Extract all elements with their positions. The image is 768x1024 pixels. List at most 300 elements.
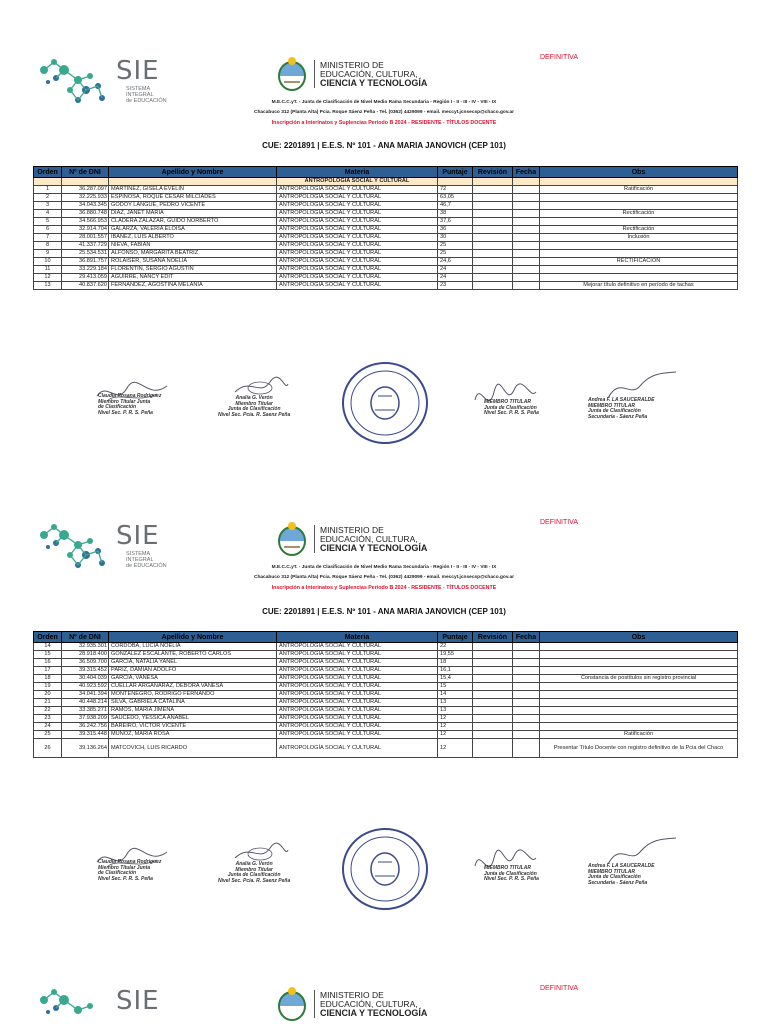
- cell-orden: 6: [34, 226, 62, 234]
- cell-puntaje: 25: [438, 242, 473, 250]
- cell-nombre: GALARZA, VALERIA ELOISA: [109, 226, 277, 234]
- cell-materia: ANTROPOLOGÍA SOCIAL Y CULTURAL: [277, 731, 438, 739]
- cell-obs: [540, 715, 738, 723]
- cell-fecha: [513, 723, 540, 731]
- cell-obs: [540, 242, 738, 250]
- cell-orden: 11: [34, 266, 62, 274]
- cell-puntaje: 22: [438, 643, 473, 651]
- signer-1-name: Claudia Rosana Rodriguez Miembro Titular Junta de Clasificación Nivel Sec. P. R. S. Peña: [98, 393, 162, 416]
- cell-puntaje: 12: [438, 731, 473, 739]
- cell-materia: ANTROPOLOGÍA SOCIAL Y CULTURAL: [277, 266, 438, 274]
- cell-puntaje: 38: [438, 210, 473, 218]
- cell-nombre: MARTINEZ, GISELA EVELIN: [109, 186, 277, 194]
- cell-materia: ANTROPOLOGÍA SOCIAL Y CULTURAL: [277, 699, 438, 707]
- cell-dni: 30.404.039: [62, 675, 109, 683]
- sie-subtitle: SISTEMA INTEGRAL de EDUCACIÓN: [126, 86, 167, 104]
- cell-obs: Constancia de postítulos sin registro provincial: [540, 675, 738, 683]
- cell-revision: [473, 683, 513, 691]
- cell-dni: 36.891.757: [62, 258, 109, 266]
- cell-nombre: ROLAISER, SUSANA NOELIA: [109, 258, 277, 266]
- col-revision: Revisión: [473, 167, 513, 178]
- table-header-row: [34, 167, 738, 178]
- cell-dni: 36.509.700: [62, 659, 109, 667]
- table-row: [34, 723, 738, 731]
- cell-nombre: GARCIA, NATALIA YANEL: [109, 659, 277, 667]
- cell-dni: 37.938.209: [62, 715, 109, 723]
- section-label: ANTROPOLOGÍA SOCIAL Y CULTURAL: [277, 178, 438, 186]
- cell-fecha: [513, 274, 540, 282]
- header-address-line: Chacabuco 312 (Planta Alta) Pcia. Roque Sáenz Peña - Tel. (0362) 4429099 - email. meccyt.jcnsecsp@chaco.gov.ar: [254, 575, 514, 580]
- cell-materia: ANTROPOLOGÍA SOCIAL Y CULTURAL: [277, 659, 438, 667]
- cell-dni: 32.935.301: [62, 643, 109, 651]
- cell-revision: [473, 667, 513, 675]
- table-row: [34, 651, 738, 659]
- ministry-logo: [274, 521, 454, 561]
- cell-obs: [540, 274, 738, 282]
- cell-puntaje: 16,1: [438, 667, 473, 675]
- cell-revision: [473, 723, 513, 731]
- col-nombre: Apellido y Nombre: [109, 632, 277, 643]
- cell-dni: 39.315.448: [62, 731, 109, 739]
- cell-obs: [540, 707, 738, 715]
- cell-obs: Ratificación: [540, 186, 738, 194]
- table-row: [34, 667, 738, 675]
- cell-orden: 15: [34, 651, 62, 659]
- cell-dni: 34.043.345: [62, 202, 109, 210]
- cell-orden: 8: [34, 242, 62, 250]
- cell-obs: [540, 218, 738, 226]
- cell-dni: 32.914.704: [62, 226, 109, 234]
- sie-subtitle: SISTEMA INTEGRAL de EDUCACIÓN: [126, 551, 167, 569]
- cell-puntaje: 12: [438, 739, 473, 758]
- header-junta-line: M.E.C.C.yT. - Junta de Clasificación de Nivel Medio Rama Secundaria - Región I - II - III - IV - VIII - IX: [271, 100, 497, 105]
- cell-puntaje: 36: [438, 226, 473, 234]
- cell-revision: [473, 250, 513, 258]
- table-row: [34, 218, 738, 226]
- cell-nombre: GONZALEZ ESCALANTE, ROBERTO CARLOS: [109, 651, 277, 659]
- cell-puntaje: 12: [438, 715, 473, 723]
- cell-obs: [540, 683, 738, 691]
- cell-fecha: [513, 234, 540, 242]
- ministry-divider: [314, 60, 315, 88]
- cell-puntaje: 13: [438, 699, 473, 707]
- table-row: [34, 234, 738, 242]
- table-row: [34, 194, 738, 202]
- cell-materia: ANTROPOLOGÍA SOCIAL Y CULTURAL: [277, 707, 438, 715]
- cell-materia: ANTROPOLOGÍA SOCIAL Y CULTURAL: [277, 258, 438, 266]
- cell-dni: 29.413.059: [62, 274, 109, 282]
- cell-revision: [473, 218, 513, 226]
- cell-dni: 41.337.729: [62, 242, 109, 250]
- cell-nombre: FLORENTIN, SERGIO AGUSTIN: [109, 266, 277, 274]
- cell-materia: ANTROPOLOGÍA SOCIAL Y CULTURAL: [277, 250, 438, 258]
- cell-orden: 3: [34, 202, 62, 210]
- cue-title: CUE: 2201891 | E.E.S. Nº 101 - ANA MARIA JANOVICH (CEP 101): [262, 607, 506, 616]
- table-row: [34, 282, 738, 290]
- cell-orden: 23: [34, 715, 62, 723]
- col-orden: Orden: [34, 632, 62, 643]
- cell-fecha: [513, 218, 540, 226]
- cell-orden: 14: [34, 643, 62, 651]
- cell-obs: [540, 643, 738, 651]
- cell-puntaje: 23: [438, 282, 473, 290]
- cell-orden: 20: [34, 691, 62, 699]
- table-row: [34, 731, 738, 739]
- table-row: [34, 210, 738, 218]
- col-puntaje: Puntaje: [438, 632, 473, 643]
- official-seal-icon: [340, 826, 430, 912]
- cell-obs: Inclusión: [540, 234, 738, 242]
- cell-dni: 36.287.097: [62, 186, 109, 194]
- table-row: [34, 258, 738, 266]
- cell-materia: ANTROPOLOGÍA SOCIAL Y CULTURAL: [277, 691, 438, 699]
- cell-materia: ANTROPOLOGÍA SOCIAL Y CULTURAL: [277, 675, 438, 683]
- cell-dni: 39.315.452: [62, 667, 109, 675]
- cell-nombre: AGUIRRE, NANCY EDIT: [109, 274, 277, 282]
- table-row: [34, 242, 738, 250]
- cell-materia: ANTROPOLOGÍA SOCIAL Y CULTURAL: [277, 194, 438, 202]
- table-row: [34, 202, 738, 210]
- cell-materia: ANTROPOLOGÍA SOCIAL Y CULTURAL: [277, 667, 438, 675]
- cell-orden: 4: [34, 210, 62, 218]
- cell-obs: [540, 202, 738, 210]
- cell-puntaje: 37,6: [438, 218, 473, 226]
- definitiva-label: DEFINITIVA: [540, 985, 578, 992]
- cell-revision: [473, 643, 513, 651]
- cell-dni: 40.448.214: [62, 699, 109, 707]
- ministry-logo: [274, 986, 454, 1024]
- ministry-divider: [314, 990, 315, 1018]
- cell-revision: [473, 691, 513, 699]
- cell-fecha: [513, 202, 540, 210]
- cell-revision: [473, 266, 513, 274]
- cell-nombre: DIAZ, JANET MARÍA: [109, 210, 277, 218]
- cell-fecha: [513, 675, 540, 683]
- cell-obs: [540, 667, 738, 675]
- col-fecha: Fecha: [513, 167, 540, 178]
- cell-fecha: [513, 266, 540, 274]
- cell-obs: Ratificación: [540, 731, 738, 739]
- table-row: [34, 707, 738, 715]
- cell-orden: 25: [34, 731, 62, 739]
- results-table-2: [33, 631, 738, 758]
- cell-dni: 33.229.184: [62, 266, 109, 274]
- header-junta-line: M.E.C.C.yT. - Junta de Clasificación de Nivel Medio Rama Secundaria - Región I - II - III - IV - VIII - IX: [271, 565, 497, 570]
- table-row: [34, 675, 738, 683]
- cell-fecha: [513, 258, 540, 266]
- cell-nombre: GODOY LANGUE, PEDRO VICENTE: [109, 202, 277, 210]
- cell-fecha: [513, 667, 540, 675]
- cell-obs: [540, 250, 738, 258]
- ministry-logo: [274, 56, 454, 96]
- cell-orden: 2: [34, 194, 62, 202]
- col-materia: Materia: [277, 632, 438, 643]
- cell-dni: 40.923.592: [62, 683, 109, 691]
- cell-fecha: [513, 659, 540, 667]
- cell-obs: Mejorar título definitivo en período de tachas: [540, 282, 738, 290]
- cell-orden: 16: [34, 659, 62, 667]
- cell-obs: Rectificación: [540, 210, 738, 218]
- sie-title: SIE: [116, 56, 160, 86]
- cell-revision: [473, 739, 513, 758]
- cell-nombre: ALFONSO, MARGARITA BEATRIZ: [109, 250, 277, 258]
- chaco-shield-icon: [274, 986, 310, 1022]
- cell-materia: ANTROPOLOGÍA SOCIAL Y CULTURAL: [277, 218, 438, 226]
- cell-puntaje: 19,55: [438, 651, 473, 659]
- cell-revision: [473, 226, 513, 234]
- cell-puntaje: 15,4: [438, 675, 473, 683]
- table-row: [34, 739, 738, 758]
- signer-3-name: MIEMBRO TITULAR Junta de Clasificación Nivel Sec. P. R. S. Peña: [484, 399, 539, 416]
- table-row: [34, 226, 738, 234]
- cell-fecha: [513, 210, 540, 218]
- cell-nombre: MATCOVICH, LUIS RICARDO: [109, 739, 277, 758]
- signer-2-name: Analía G. Verón Miembro Titular Junta de Clasificación Nivel Sec. Pcia. R. Saenz Peña: [218, 395, 291, 418]
- col-revision: Revisión: [473, 632, 513, 643]
- ministry-name: MINISTERIO DE EDUCACIÓN, CULTURA, CIENCIA Y TECNOLOGÍA: [320, 990, 428, 1018]
- table-row: [34, 659, 738, 667]
- cell-fecha: [513, 643, 540, 651]
- definitiva-label: DEFINITIVA: [540, 519, 578, 526]
- cell-materia: ANTROPOLOGÍA SOCIAL Y CULTURAL: [277, 715, 438, 723]
- cell-orden: 9: [34, 250, 62, 258]
- cell-fecha: [513, 683, 540, 691]
- cell-fecha: [513, 242, 540, 250]
- cell-fecha: [513, 699, 540, 707]
- cell-fecha: [513, 186, 540, 194]
- signer-3-name: MIEMBRO TITULAR Junta de Clasificación Nivel Sec. P. R. S. Peña: [484, 865, 539, 882]
- cell-puntaje: 30: [438, 234, 473, 242]
- cell-nombre: MONTENEGRO, RODRIGO FERNANDO: [109, 691, 277, 699]
- table-row: [34, 699, 738, 707]
- cell-nombre: IBAÑEZ, LUIS ALBERTO: [109, 234, 277, 242]
- cell-materia: ANTROPOLOGÍA SOCIAL Y CULTURAL: [277, 234, 438, 242]
- cue-title: CUE: 2201891 | E.E.S. Nº 101 - ANA MARIA JANOVICH (CEP 101): [262, 141, 506, 150]
- sie-title: SIE: [116, 986, 160, 1016]
- cell-materia: ANTROPOLOGÍA SOCIAL Y CULTURAL: [277, 274, 438, 282]
- cell-obs: [540, 723, 738, 731]
- cell-nombre: GARCIA, VANESA: [109, 675, 277, 683]
- cell-revision: [473, 659, 513, 667]
- cell-fecha: [513, 194, 540, 202]
- cell-nombre: CORDOBA, LUCIA NOELIA: [109, 643, 277, 651]
- col-puntaje: Puntaje: [438, 167, 473, 178]
- cell-nombre: PARIZ, DAMIAN ADOLFO: [109, 667, 277, 675]
- cell-orden: 13: [34, 282, 62, 290]
- cell-revision: [473, 210, 513, 218]
- cell-orden: 22: [34, 707, 62, 715]
- cell-orden: 7: [34, 234, 62, 242]
- cell-dni: 36.242.756: [62, 723, 109, 731]
- cell-orden: 18: [34, 675, 62, 683]
- cell-fecha: [513, 739, 540, 758]
- signer-2-name: Analía G. Verón Miembro Titular Junta de Clasificación Nivel Sec. Pcia. R. Saenz Peña: [218, 861, 291, 884]
- cell-orden: 17: [34, 667, 62, 675]
- cell-fecha: [513, 691, 540, 699]
- cell-materia: ANTROPOLOGÍA SOCIAL Y CULTURAL: [277, 739, 438, 758]
- col-obs: Obs: [540, 167, 738, 178]
- sie-logo: [38, 986, 178, 1024]
- table-row: [34, 274, 738, 282]
- table-header-row: [34, 632, 738, 643]
- cell-orden: 10: [34, 258, 62, 266]
- cell-materia: ANTROPOLOGÍA SOCIAL Y CULTURAL: [277, 210, 438, 218]
- cell-puntaje: 24,6: [438, 258, 473, 266]
- signer-4-name: Andrea F. LA SAUCERALDE MIEMBRO TITULAR Junta de Clasificación Secundaria - Sáenz Peña: [588, 863, 655, 886]
- cell-obs: Presentar Título Docente con registro definitivo de la Pcia del Chaco: [540, 739, 738, 758]
- cell-materia: ANTROPOLOGÍA SOCIAL Y CULTURAL: [277, 651, 438, 659]
- header-inscripcion-line: Inscripción a Interinatos y Suplencias Periodo B 2024 - RESIDENTE - TÍTULOS DOCENTE: [271, 585, 497, 591]
- cell-fecha: [513, 715, 540, 723]
- cell-obs: [540, 659, 738, 667]
- cell-orden: 12: [34, 274, 62, 282]
- cell-puntaje: 25: [438, 250, 473, 258]
- col-dni: Nº de DNI: [62, 167, 109, 178]
- cell-nombre: SILVA, GABRIELA CATALINA: [109, 699, 277, 707]
- cell-obs: [540, 194, 738, 202]
- cell-revision: [473, 242, 513, 250]
- sie-logo: [38, 56, 178, 116]
- ministry-divider: [314, 525, 315, 553]
- cell-obs: [540, 691, 738, 699]
- cell-revision: [473, 651, 513, 659]
- cell-materia: ANTROPOLOGÍA SOCIAL Y CULTURAL: [277, 242, 438, 250]
- cell-puntaje: 15: [438, 683, 473, 691]
- cell-revision: [473, 194, 513, 202]
- sie-title: SIE: [116, 521, 160, 551]
- cell-materia: ANTROPOLOGÍA SOCIAL Y CULTURAL: [277, 202, 438, 210]
- cell-obs: [540, 699, 738, 707]
- table-row: [34, 266, 738, 274]
- cell-revision: [473, 202, 513, 210]
- cell-revision: [473, 715, 513, 723]
- cell-dni: 39.136.264: [62, 739, 109, 758]
- table-row: [34, 250, 738, 258]
- cell-revision: [473, 699, 513, 707]
- cell-revision: [473, 186, 513, 194]
- ministry-name: MINISTERIO DE EDUCACIÓN, CULTURA, CIENCIA Y TECNOLOGÍA: [320, 60, 428, 88]
- cell-fecha: [513, 731, 540, 739]
- ministry-name: MINISTERIO DE EDUCACIÓN, CULTURA, CIENCIA Y TECNOLOGÍA: [320, 525, 428, 553]
- cell-fecha: [513, 282, 540, 290]
- chaco-shield-icon: [274, 56, 310, 92]
- cell-nombre: CLADERA ZALAZAR, GUIDO NORBERTO: [109, 218, 277, 226]
- cell-puntaje: 13: [438, 707, 473, 715]
- sie-network-icon: [38, 56, 114, 106]
- cell-nombre: SAUCEDO, YESSICA ANABEL: [109, 715, 277, 723]
- cell-revision: [473, 707, 513, 715]
- cell-materia: ANTROPOLOGÍA SOCIAL Y CULTURAL: [277, 643, 438, 651]
- cell-obs: [540, 651, 738, 659]
- results-table-1: [33, 166, 738, 290]
- table-row: [34, 186, 738, 194]
- cell-obs: [540, 266, 738, 274]
- cell-nombre: RAMOS, MARIA JIMENA: [109, 707, 277, 715]
- cell-dni: 28.001.557: [62, 234, 109, 242]
- cell-obs: RECTIFICACIÓN: [540, 258, 738, 266]
- cell-materia: ANTROPOLOGÍA SOCIAL Y CULTURAL: [277, 282, 438, 290]
- cell-dni: 36.880.748: [62, 210, 109, 218]
- table-row: [34, 691, 738, 699]
- cell-nombre: NIEVA, FABIÁN: [109, 242, 277, 250]
- col-materia: Materia: [277, 167, 438, 178]
- cell-materia: ANTROPOLOGÍA SOCIAL Y CULTURAL: [277, 186, 438, 194]
- sie-network-icon: [38, 521, 114, 571]
- chaco-shield-icon: [274, 521, 310, 557]
- cell-orden: 5: [34, 218, 62, 226]
- section-row: [34, 178, 738, 186]
- cell-materia: ANTROPOLOGÍA SOCIAL Y CULTURAL: [277, 683, 438, 691]
- cell-revision: [473, 274, 513, 282]
- cell-orden: 1: [34, 186, 62, 194]
- col-obs: Obs: [540, 632, 738, 643]
- sie-network-icon: [38, 986, 114, 1024]
- cell-dni: 34.566.953: [62, 218, 109, 226]
- header-inscripcion-line: Inscripción a Interinatos y Suplencias Periodo B 2024 - RESIDENTE - TÍTULOS DOCENTE: [271, 120, 497, 126]
- cell-fecha: [513, 651, 540, 659]
- official-seal-icon: [340, 360, 430, 446]
- cell-revision: [473, 675, 513, 683]
- signer-1-name: Claudia Rosana Rodriguez Miembro Titular Junta de Clasificación Nivel Sec. P. R. S. Peña: [98, 859, 162, 882]
- cell-orden: 24: [34, 723, 62, 731]
- cell-orden: 19: [34, 683, 62, 691]
- cell-revision: [473, 234, 513, 242]
- col-nombre: Apellido y Nombre: [109, 167, 277, 178]
- signer-4-name: Andrea F. LA SAUCERALDE MIEMBRO TITULAR Junta de Clasificación Secundaria - Sáenz Peña: [588, 397, 655, 420]
- cell-fecha: [513, 250, 540, 258]
- cell-dni: 25.534.531: [62, 250, 109, 258]
- cell-puntaje: 24: [438, 274, 473, 282]
- cell-nombre: CUELLAR ARGAÑARAZ, DEBORA VANESA: [109, 683, 277, 691]
- sie-logo: [38, 521, 178, 581]
- cell-dni: 34.041.394: [62, 691, 109, 699]
- cell-puntaje: 46,7: [438, 202, 473, 210]
- cell-revision: [473, 731, 513, 739]
- cell-obs: Rectificación: [540, 226, 738, 234]
- cell-revision: [473, 282, 513, 290]
- cell-orden: 21: [34, 699, 62, 707]
- cell-nombre: MUÑOZ, MARIA ROSA: [109, 731, 277, 739]
- cell-puntaje: 18: [438, 659, 473, 667]
- cell-revision: [473, 258, 513, 266]
- col-dni: Nº de DNI: [62, 632, 109, 643]
- col-fecha: Fecha: [513, 632, 540, 643]
- cell-puntaje: 63,05: [438, 194, 473, 202]
- cell-puntaje: 12: [438, 723, 473, 731]
- cell-dni: 33.385.271: [62, 707, 109, 715]
- cell-nombre: ESPINOSA, ROQUE CESAR MILCIADES: [109, 194, 277, 202]
- cell-fecha: [513, 226, 540, 234]
- cell-dni: 32.225.933: [62, 194, 109, 202]
- cell-materia: ANTROPOLOGÍA SOCIAL Y CULTURAL: [277, 226, 438, 234]
- table-row: [34, 683, 738, 691]
- cell-nombre: FERNANDEZ, AGOSTINA MELANIA: [109, 282, 277, 290]
- cell-materia: ANTROPOLOGÍA SOCIAL Y CULTURAL: [277, 723, 438, 731]
- cell-orden: 26: [34, 739, 62, 758]
- table-row: [34, 715, 738, 723]
- cell-fecha: [513, 707, 540, 715]
- header-address-line: Chacabuco 312 (Planta Alta) Pcia. Roque Sáenz Peña - Tel. (0362) 4429099 - email. meccyt.jcnsecsp@chaco.gov.ar: [254, 110, 514, 115]
- cell-dni: 28.918.400: [62, 651, 109, 659]
- cell-puntaje: 24: [438, 266, 473, 274]
- cell-puntaje: 72: [438, 186, 473, 194]
- table-row: [34, 643, 738, 651]
- col-orden: Orden: [34, 167, 62, 178]
- cell-dni: 40.837.620: [62, 282, 109, 290]
- definitiva-label: DEFINITIVA: [540, 54, 578, 61]
- cell-puntaje: 14: [438, 691, 473, 699]
- cell-nombre: BAREIRO, VICTOR VICENTE: [109, 723, 277, 731]
